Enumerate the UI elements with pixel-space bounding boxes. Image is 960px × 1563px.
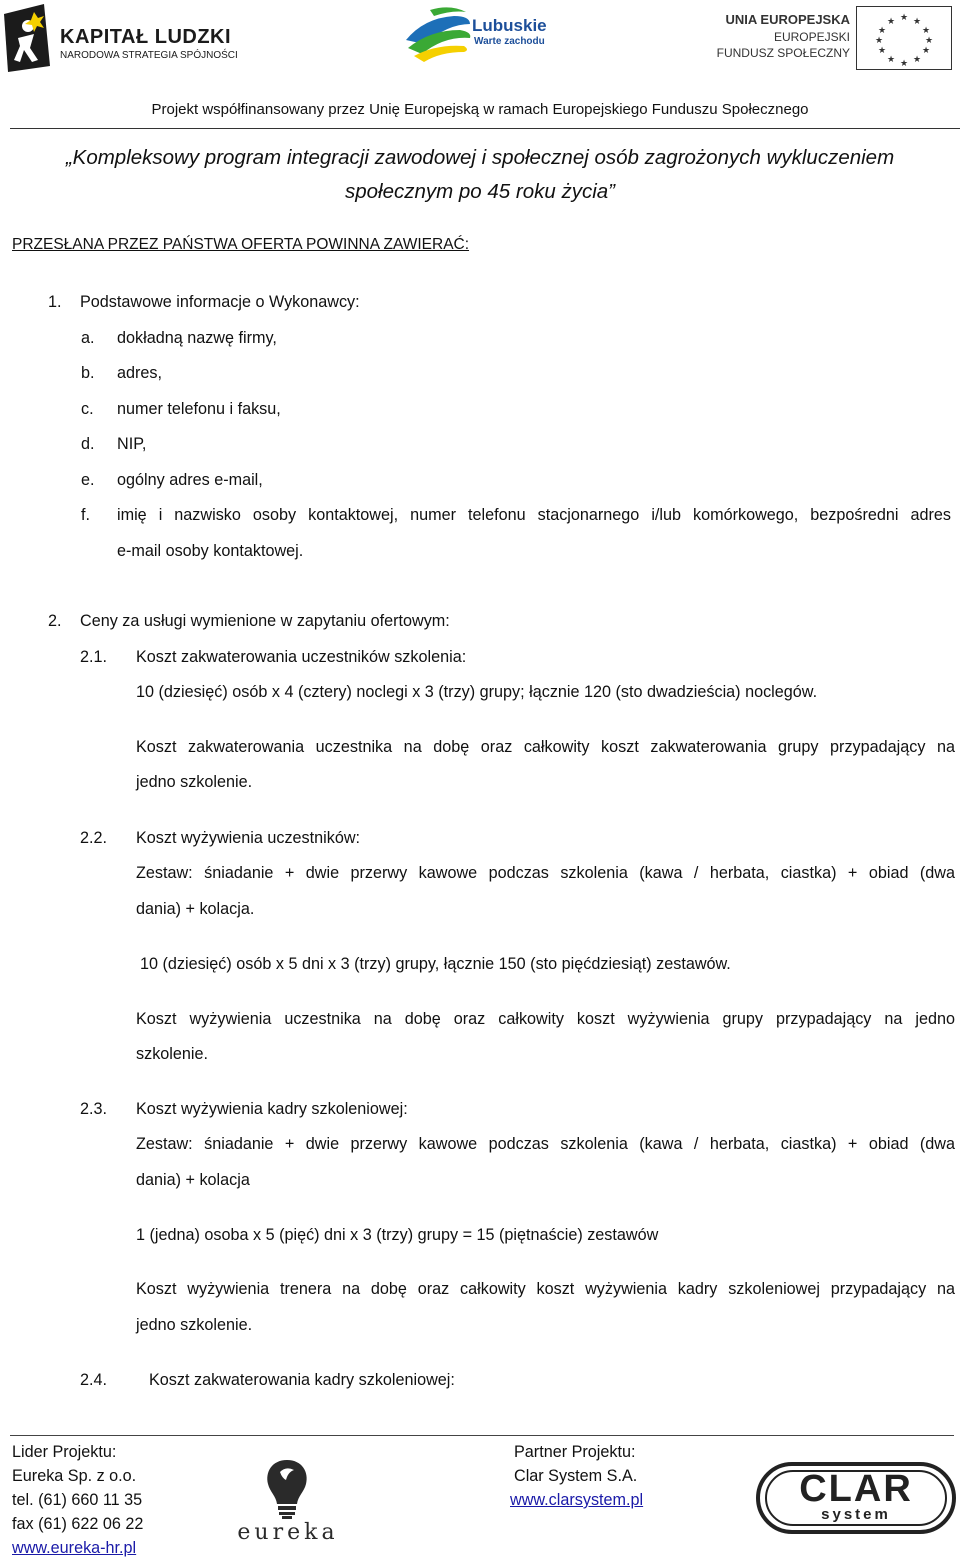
list-item-letter: f. bbox=[81, 506, 90, 524]
svg-text:★: ★ bbox=[899, 13, 909, 23]
svg-text:★: ★ bbox=[874, 36, 884, 46]
footer-divider bbox=[10, 1435, 954, 1436]
subsection-number: 2.1. bbox=[80, 648, 108, 666]
offer-heading: PRZESŁANA PRZEZ PAŃSTWA OFERTA POWINNA ZAWIERAĆ: bbox=[12, 236, 470, 253]
paragraph-continuation: jedno szkolenie. bbox=[136, 1316, 253, 1334]
funding-statement: Projekt współfinansowany przez Unię Europejską w ramach Europejskiego Funduszu Społecznego bbox=[151, 101, 809, 118]
svg-text:★: ★ bbox=[912, 55, 922, 65]
lubuskie-emblem-icon bbox=[404, 6, 474, 66]
paragraph-continuation: jedno szkolenie. bbox=[136, 773, 253, 791]
kapital-ludzki-subtitle: NARODOWA STRATEGIA SPÓJNOŚCI bbox=[60, 50, 238, 61]
partner-label: Partner Projektu: bbox=[514, 1443, 636, 1461]
logo-eu bbox=[712, 6, 960, 72]
list-item-letter: a. bbox=[81, 329, 95, 347]
document-title-line1: „Kompleksowy program integracji zawodowej i społecznej osób zagrożonych wykluczeniem bbox=[65, 146, 895, 169]
leader-name: Eureka Sp. z o.o. bbox=[12, 1467, 137, 1485]
list-item-letter: b. bbox=[81, 364, 95, 382]
paragraph: Zestaw: śniadanie + dwie przerwy kawowe podczas szkolenia (kawa / herbata, ciastka) + obiad (dwa bbox=[136, 864, 955, 882]
list-item-letter: c. bbox=[81, 400, 94, 418]
paragraph: Koszt zakwaterowania uczestnika na dobę oraz całkowity koszt zakwaterowania grupy przypadający na bbox=[136, 738, 955, 756]
svg-text:★: ★ bbox=[924, 36, 934, 46]
header-divider bbox=[10, 128, 960, 129]
subsection-title: Koszt zakwaterowania uczestników szkolenia: bbox=[136, 648, 467, 666]
partner-name: Clar System S.A. bbox=[514, 1467, 638, 1485]
list-item-text: adres, bbox=[117, 364, 162, 382]
eu-line1: UNIA EUROPEJSKA bbox=[725, 12, 850, 27]
svg-text:★: ★ bbox=[912, 17, 922, 27]
eu-line2: EUROPEJSKI bbox=[773, 30, 850, 44]
lubuskie-title: Lubuskie bbox=[472, 16, 547, 35]
list-item-letter: e. bbox=[81, 471, 95, 489]
svg-text:★: ★ bbox=[886, 17, 896, 27]
kapital-ludzki-emblem-icon bbox=[4, 4, 56, 72]
subsection-number: 2.2. bbox=[80, 829, 108, 847]
svg-text:★: ★ bbox=[886, 55, 896, 65]
subsection-number: 2.3. bbox=[80, 1100, 108, 1118]
eu-line3: FUNDUSZ SPOŁECZNY bbox=[716, 46, 850, 60]
paragraph: 10 (dziesięć) osób x 4 (cztery) noclegi x 3 (trzy) grupy; łącznie 120 (sto dwadzieścia) noclegów. bbox=[136, 683, 818, 701]
paragraph-continuation: szkolenie. bbox=[136, 1045, 208, 1063]
paragraph: Koszt wyżywienia uczestnika na dobę oraz całkowity koszt wyżywienia grupy przypadający na jedno bbox=[136, 1010, 955, 1028]
section2-title: Ceny za usługi wymienione w zapytaniu ofertowym: bbox=[80, 612, 450, 630]
paragraph: 10 (dziesięć) osób x 5 dni x 3 (trzy) grupy, łącznie 150 (sto pięćdziesiąt) zestawów. bbox=[140, 955, 731, 973]
leader-fax: fax (61) 622 06 22 bbox=[12, 1515, 144, 1533]
svg-text:★: ★ bbox=[921, 46, 931, 56]
subsection-title: Koszt zakwaterowania kadry szkoleniowej: bbox=[149, 1371, 455, 1389]
logo-clar-system bbox=[756, 1462, 956, 1534]
paragraph: 1 (jedna) osoba x 5 (pięć) dni x 3 (trzy) grupy = 15 (piętnaście) zestawów bbox=[136, 1226, 659, 1244]
list-item-letter: d. bbox=[81, 435, 95, 453]
logo-lubuskie bbox=[404, 6, 564, 72]
paragraph: Koszt wyżywienia trenera na dobę oraz całkowity koszt wyżywienia kadry szkoleniowej przypadający na bbox=[136, 1280, 955, 1298]
clar-logo-sub-text: system bbox=[821, 1506, 891, 1523]
section2-number: 2. bbox=[48, 612, 62, 630]
subsection-title: Koszt wyżywienia uczestników: bbox=[136, 829, 361, 847]
eureka-logo-text: eureka bbox=[237, 1520, 339, 1545]
logo-kapital-ludzki bbox=[4, 4, 238, 74]
lubuskie-subtitle: Warte zachodu bbox=[474, 36, 545, 47]
paragraph-continuation: dania) + kolacja. bbox=[136, 900, 255, 918]
paragraph-continuation: dania) + kolacja bbox=[136, 1171, 250, 1189]
list-item-text: ogólny adres e-mail, bbox=[117, 471, 263, 489]
leader-website-link[interactable]: www.eureka-hr.pl bbox=[12, 1539, 137, 1557]
lightbulb-icon bbox=[262, 1458, 312, 1520]
leader-phone: tel. (61) 660 11 35 bbox=[12, 1491, 143, 1509]
document-title-line2: społecznym po 45 roku życia” bbox=[344, 180, 616, 203]
partner-website-link[interactable]: www.clarsystem.pl bbox=[510, 1491, 644, 1509]
section1-title: Podstawowe informacje o Wykonawcy: bbox=[80, 293, 360, 311]
section1-number: 1. bbox=[48, 293, 62, 311]
svg-text:★: ★ bbox=[899, 59, 909, 69]
svg-text:★: ★ bbox=[877, 26, 887, 36]
list-item-text: imię i nazwisko osoby kontaktowej, numer telefonu stacjonarnego i/lub komórkowego, bezpośredni adres bbox=[117, 506, 951, 524]
paragraph: Zestaw: śniadanie + dwie przerwy kawowe podczas szkolenia (kawa / herbata, ciastka) + obiad (dwa bbox=[136, 1135, 955, 1153]
svg-text:★: ★ bbox=[921, 26, 931, 36]
leader-label: Lider Projektu: bbox=[12, 1443, 117, 1461]
subsection-title: Koszt wyżywienia kadry szkoleniowej: bbox=[136, 1100, 408, 1118]
logo-eureka bbox=[236, 1458, 340, 1548]
kapital-ludzki-title: KAPITAŁ LUDZKI bbox=[60, 26, 232, 48]
list-item-text: numer telefonu i faksu, bbox=[117, 400, 281, 418]
svg-text:★: ★ bbox=[877, 46, 887, 56]
list-item-text-continuation: e-mail osoby kontaktowej. bbox=[117, 542, 304, 560]
eu-flag-icon bbox=[856, 6, 952, 70]
subsection-number: 2.4. bbox=[80, 1371, 108, 1389]
list-item-text: NIP, bbox=[117, 435, 147, 453]
clar-logo-main-text: CLAR bbox=[799, 1468, 913, 1510]
list-item-text: dokładną nazwę firmy, bbox=[117, 329, 277, 347]
